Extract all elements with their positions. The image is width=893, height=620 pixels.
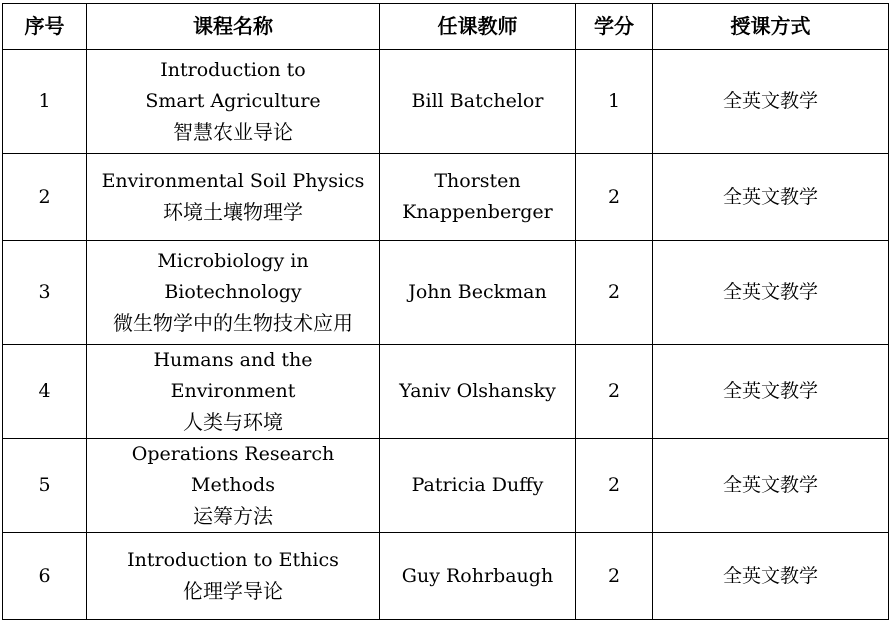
cell-course-name [87,439,380,533]
course-name-cn: 运筹方法 [193,504,273,528]
cell-course-name [87,345,380,439]
cell-mode: 全英文教学 [653,439,889,533]
cell-credits: 2 [576,241,653,345]
course-name-en: Introduction to Smart Agriculture [145,59,321,112]
course-name-cn: 环境土壤物理学 [163,200,303,224]
cell-teacher: Bill Batchelor [380,50,576,154]
cell-mode: 全英文教学 [653,533,889,620]
cell-index: 1 [3,50,87,154]
cell-mode: 全英文教学 [653,154,889,241]
cell-course-name [87,154,380,241]
header-row [3,4,889,50]
course-name-en: Microbiology in Biotechnology [157,250,309,303]
table-row [3,439,889,533]
cell-credits: 2 [576,439,653,533]
cell-index: 4 [3,345,87,439]
header-index: 序号 [3,4,87,50]
cell-credits: 2 [576,154,653,241]
cell-credits: 2 [576,345,653,439]
course-name-en: Humans and the Environment [153,349,313,402]
header-course-name: 课程名称 [87,4,380,50]
cell-teacher: Yaniv Olshansky [380,345,576,439]
cell-index: 6 [3,533,87,620]
cell-mode: 全英文教学 [653,241,889,345]
cell-credits: 1 [576,50,653,154]
table-row [3,241,889,345]
header-teacher: 任课教师 [380,4,576,50]
course-table [2,3,889,620]
table-row [3,345,889,439]
header-mode: 授课方式 [653,4,889,50]
cell-credits: 2 [576,533,653,620]
cell-course-name [87,533,380,620]
cell-teacher: Patricia Duffy [380,439,576,533]
course-name-cn: 伦理学导论 [183,579,283,603]
cell-mode: 全英文教学 [653,50,889,154]
cell-teacher: Guy Rohrbaugh [380,533,576,620]
course-name-en: Introduction to Ethics [127,549,339,571]
cell-teacher: Thorsten Knappenberger [380,154,576,241]
cell-course-name [87,50,380,154]
table-row [3,154,889,241]
header-credits: 学分 [576,4,653,50]
table-row [3,50,889,154]
cell-index: 5 [3,439,87,533]
cell-teacher: John Beckman [380,241,576,345]
cell-mode: 全英文教学 [653,345,889,439]
course-name-cn: 人类与环境 [183,410,283,434]
course-name-en: Operations Research Methods [131,443,335,496]
cell-index: 3 [3,241,87,345]
course-name-cn: 智慧农业导论 [173,120,293,144]
course-name-cn: 微生物学中的生物技术应用 [113,311,353,335]
table-row [3,533,889,620]
course-name-en: Environmental Soil Physics [101,170,365,192]
cell-index: 2 [3,154,87,241]
cell-course-name [87,241,380,345]
